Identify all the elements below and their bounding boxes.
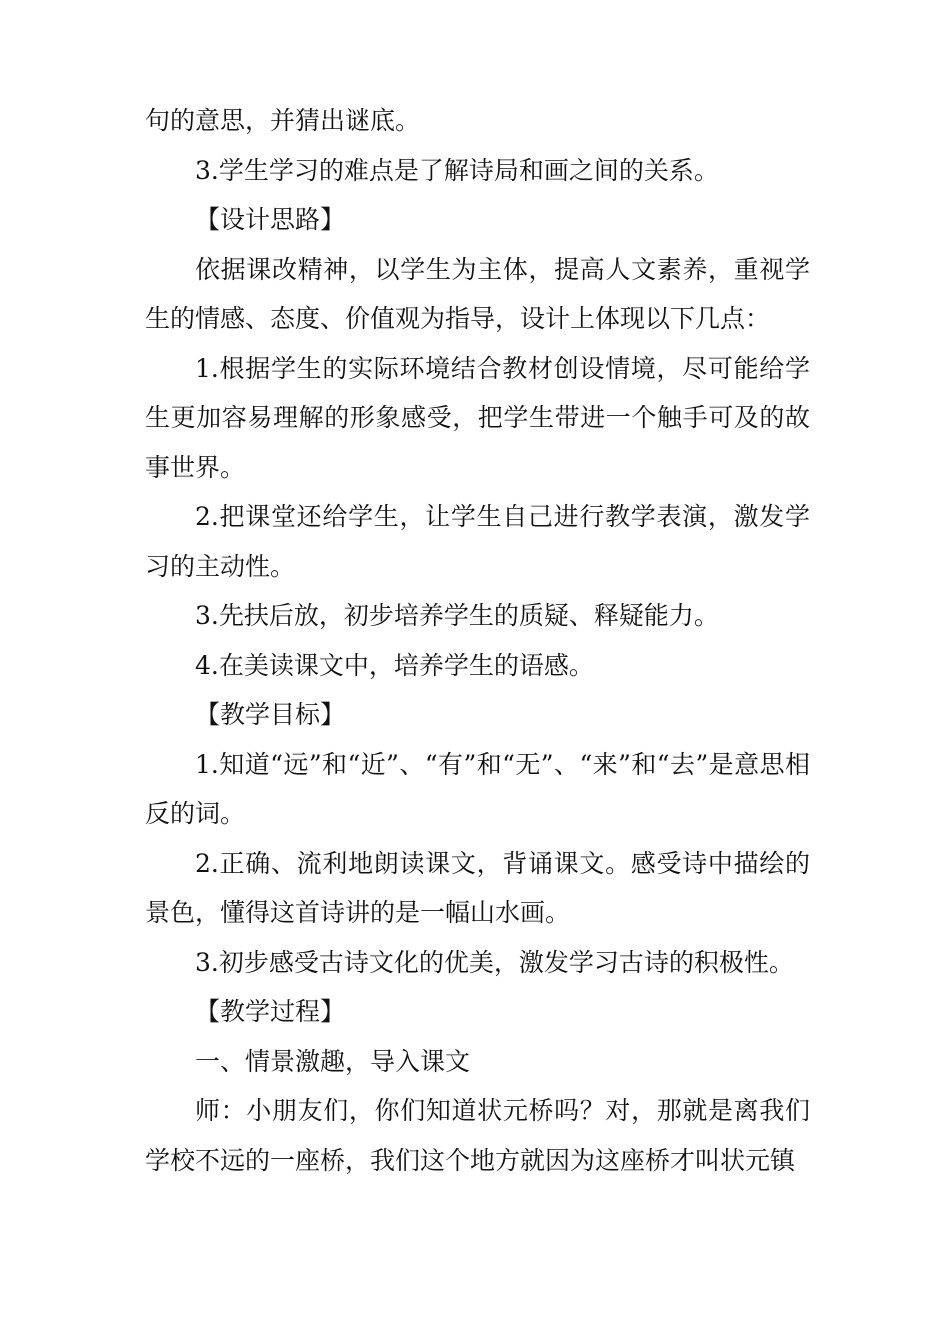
document-body <box>145 96 810 1185</box>
paragraph-12: 3.初步感受古诗文化的优美，激发学习古诗的积极性。 <box>195 947 794 977</box>
paragraph-14: 一、情景激趣，导入课文 <box>195 1046 471 1076</box>
paragraph-1: 句的意思，并猜出谜底。 <box>145 106 421 135</box>
paragraph-7: 3.先扶后放，初步培养学生的质疑、释疑能力。 <box>195 601 719 630</box>
paragraph-2: 3.学生学习的难点是了解诗局和画之间的关系。 <box>195 155 719 185</box>
paragraph-4: 依据课改精神，以学生为主体，提高人文素养，重视学生的情感、态度、价值观为指导，设计上体现以下几点： <box>145 254 810 333</box>
section-heading-process: 【教学过程】 <box>195 997 346 1026</box>
section-heading-goals: 【教学目标】 <box>195 700 346 729</box>
paragraph-6: 2.把课堂还给学生，让学生自己进行教学表演，激发学习的主动性。 <box>145 502 810 581</box>
paragraph-5: 1.根据学生的实际环境结合教材创设情境，尽可能给学生更加容易理解的形象感受，把学生带进一个触手可及的故事世界。 <box>145 353 810 482</box>
section-heading-design: 【设计思路】 <box>195 205 346 234</box>
paragraph-10: 1.知道“远”和“近”、“有”和“无”、“来”和“去”是意思相反的词。 <box>145 749 810 828</box>
paragraph-11: 2.正确、流利地朗读课文，背诵课文。感受诗中描绘的景色，懂得这首诗讲的是一幅山水画。 <box>145 848 810 927</box>
paragraph-8: 4.在美读课文中，培养学生的语感。 <box>195 650 594 680</box>
paragraph-15: 师：小朋友们，你们知道状元桥吗？对，那就是离我们学校不远的一座桥，我们这个地方就因为这座桥才叫状元镇 <box>145 1096 810 1175</box>
